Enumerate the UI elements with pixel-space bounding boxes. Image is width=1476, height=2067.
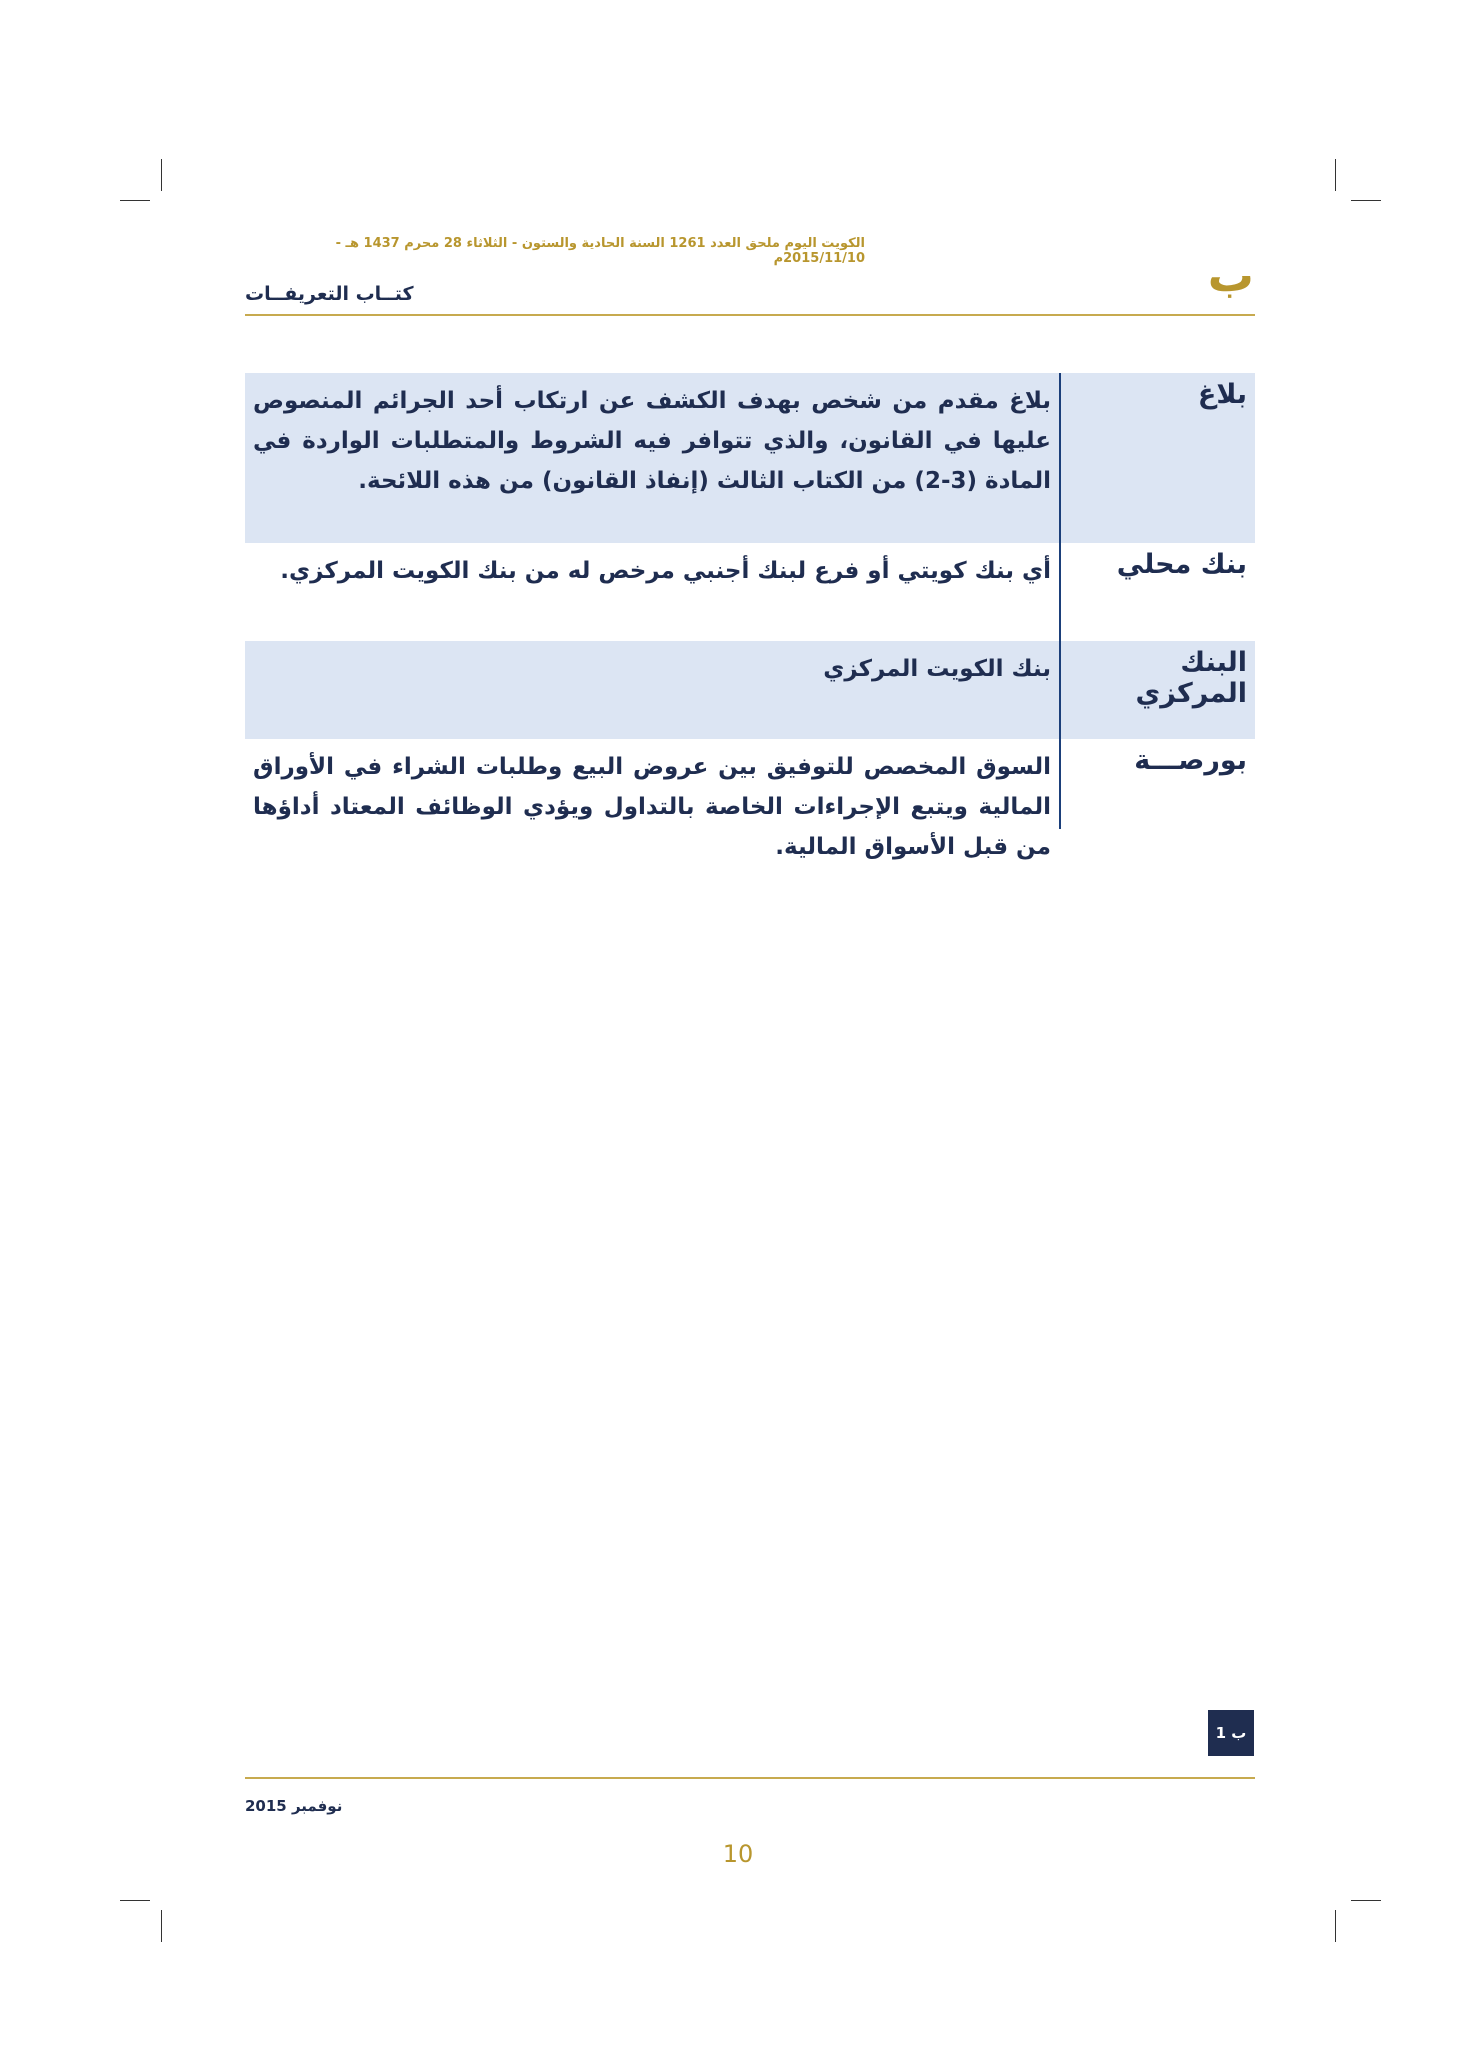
crop-mark — [120, 200, 150, 201]
section-letter: ب — [1207, 248, 1254, 302]
definition-row — [245, 543, 1255, 641]
definition-term: بلاغ — [1059, 373, 1255, 543]
definition-row — [245, 641, 1255, 739]
definition-text: بلاغ مقدم من شخص بهدف الكشف عن ارتكاب أحد الجرائم المنصوص عليها في القانون، والذي تتوافر فيه الشروط والمتطلبات الواردة في المادة (3-2) من الكتاب الثالث (إنفاذ القانون) من هذه اللائحة. — [253, 388, 1051, 494]
footer-rule — [245, 1777, 1255, 1779]
definition-text: أي بنك كويتي أو فرع لبنك أجنبي مرخص له من بنك الكويت المركزي. — [280, 558, 1051, 584]
definition-row — [245, 373, 1255, 543]
crop-mark — [161, 1910, 162, 1942]
crop-mark — [120, 1900, 150, 1901]
footer-date: نوفمبر 2015 — [245, 1797, 343, 1815]
section-page-tag: ب 1 — [1208, 1710, 1254, 1756]
crop-mark — [1351, 1900, 1381, 1901]
definition-term: البنك المركزي — [1059, 641, 1255, 739]
definition-text: بنك الكويت المركزي — [823, 656, 1051, 682]
crop-mark — [161, 159, 162, 191]
crop-mark — [1335, 1910, 1336, 1942]
crop-mark — [1351, 200, 1381, 201]
crop-mark — [1335, 159, 1336, 191]
header-rule — [245, 314, 1255, 316]
definition-text: السوق المخصص للتوفيق بين عروض البيع وطلبات الشراء في الأوراق المالية ويتبع الإجراءات الخاصة بالتداول ويؤدي الوظائف المعتاد أداؤها من قبل الأسواق المالية. — [253, 754, 1051, 860]
definitions-table — [245, 373, 1255, 860]
page-number: 10 — [722, 1840, 754, 1868]
gazette-header-line: الكويت اليوم ملحق العدد 1261 السنة الحادية والستون - الثلاثاء 28 محرم 1437 هـ - 2015/11/10م — [335, 236, 865, 266]
definition-term: بنك محلي — [1059, 543, 1255, 641]
book-title: كتــاب التعريفــات — [245, 283, 414, 305]
definition-term: بورصـــة — [1059, 739, 1255, 829]
definition-row — [245, 739, 1255, 860]
